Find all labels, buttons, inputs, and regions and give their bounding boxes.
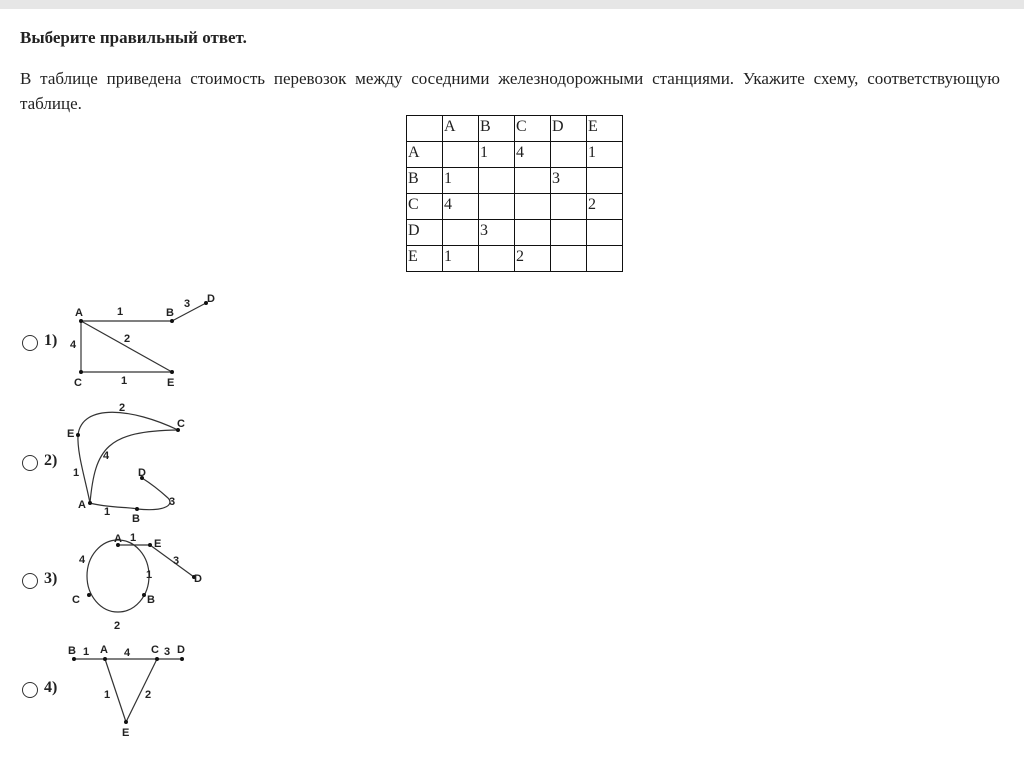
edge-weight: 2 (145, 689, 152, 701)
edge-weight: 4 (70, 339, 77, 351)
radio-button-1[interactable] (22, 335, 38, 351)
table-cell: 1 (587, 142, 623, 168)
table-cell: B (479, 116, 515, 142)
table-cell (551, 220, 587, 246)
node-label: D (177, 644, 185, 656)
table-cell (443, 220, 479, 246)
edge-weight: 3 (164, 646, 171, 658)
node-label: E (67, 428, 75, 440)
table-cell: 3 (479, 220, 515, 246)
node-label: B (166, 307, 174, 319)
edge-weight: 4 (124, 647, 131, 659)
table-cell (479, 194, 515, 220)
node-label: D (138, 467, 146, 479)
table-cell: 3 (551, 168, 587, 194)
node-label: E (154, 538, 162, 550)
top-bar (0, 0, 1024, 9)
table-cell (587, 246, 623, 272)
table-cell: E (407, 246, 443, 272)
table-cell (551, 194, 587, 220)
table-cell: E (587, 116, 623, 142)
node-label: C (72, 594, 80, 606)
table-row (407, 142, 623, 168)
table-cell: 2 (515, 246, 551, 272)
table-cell (479, 168, 515, 194)
node-label: C (74, 377, 82, 389)
node-label: B (132, 513, 140, 525)
table-cell: C (515, 116, 551, 142)
table-row (407, 220, 623, 246)
table-row (407, 194, 623, 220)
edge-weight: 2 (114, 620, 121, 632)
radio-button-2[interactable] (22, 455, 38, 471)
table-cell (515, 220, 551, 246)
edge-weight: 1 (146, 569, 153, 581)
table-cell: 1 (443, 168, 479, 194)
edge-weight: 2 (124, 333, 131, 345)
option-label: 3) (44, 570, 58, 587)
table-cell: B (407, 168, 443, 194)
table-cell (551, 142, 587, 168)
edge-weight: 1 (104, 689, 111, 701)
scheme-3 (62, 528, 212, 632)
table-row (407, 246, 623, 272)
table-cell (515, 194, 551, 220)
table-header-row (407, 116, 623, 142)
edge-weight: 1 (121, 375, 128, 387)
node-label: A (100, 644, 108, 656)
radio-button-4[interactable] (22, 682, 38, 698)
table-cell: C (407, 194, 443, 220)
option-label: 1) (44, 332, 58, 349)
option-label: 2) (44, 452, 58, 469)
table-cell (551, 246, 587, 272)
table-cell (587, 220, 623, 246)
table-cell: A (443, 116, 479, 142)
table-cell: D (407, 220, 443, 246)
table-cell (443, 142, 479, 168)
edge-weight: 4 (103, 450, 110, 462)
scheme-4 (62, 638, 197, 744)
edge-weight: 1 (130, 532, 137, 544)
edge-weight: 3 (184, 298, 191, 310)
table-cell: 4 (443, 194, 479, 220)
edge-weight: 4 (79, 554, 86, 566)
scheme-1 (62, 290, 222, 392)
option-label: 4) (44, 679, 58, 696)
table-cell: 2 (587, 194, 623, 220)
node-label: D (194, 573, 202, 585)
edge-weight: 1 (117, 306, 124, 318)
node-label: B (147, 594, 155, 606)
table-cell (587, 168, 623, 194)
table-cell: 4 (515, 142, 551, 168)
node-label: A (78, 499, 86, 511)
table-cell (515, 168, 551, 194)
radio-button-3[interactable] (22, 573, 38, 589)
node-label: B (68, 645, 76, 657)
table-cell (407, 116, 443, 142)
node-label: A (75, 307, 83, 319)
instruction-heading: Выберите правильный ответ. (20, 28, 247, 47)
node-label: E (167, 377, 175, 389)
node-label: C (177, 418, 185, 430)
edge-weight: 3 (173, 555, 180, 567)
table-row (407, 168, 623, 194)
table-cell: 1 (443, 246, 479, 272)
table-cell: 1 (479, 142, 515, 168)
table-cell (479, 246, 515, 272)
question-text: В таблице приведена стоимость перевозок между соседними железнодорожными станциями. Укажите схему, соответствующую таблице. (20, 69, 1000, 113)
edge-weight: 1 (104, 506, 111, 518)
node-label: A (114, 533, 122, 545)
edge-weight: 3 (169, 496, 176, 508)
node-label: E (122, 727, 130, 739)
node-label: C (151, 644, 159, 656)
edge-weight: 1 (83, 646, 90, 658)
edge-weight: 1 (73, 467, 80, 479)
table-cell: D (551, 116, 587, 142)
node-label: D (207, 293, 215, 305)
edge-weight: 2 (119, 402, 126, 414)
cost-table (406, 115, 623, 272)
scheme-2 (62, 398, 197, 526)
table-cell: A (407, 142, 443, 168)
